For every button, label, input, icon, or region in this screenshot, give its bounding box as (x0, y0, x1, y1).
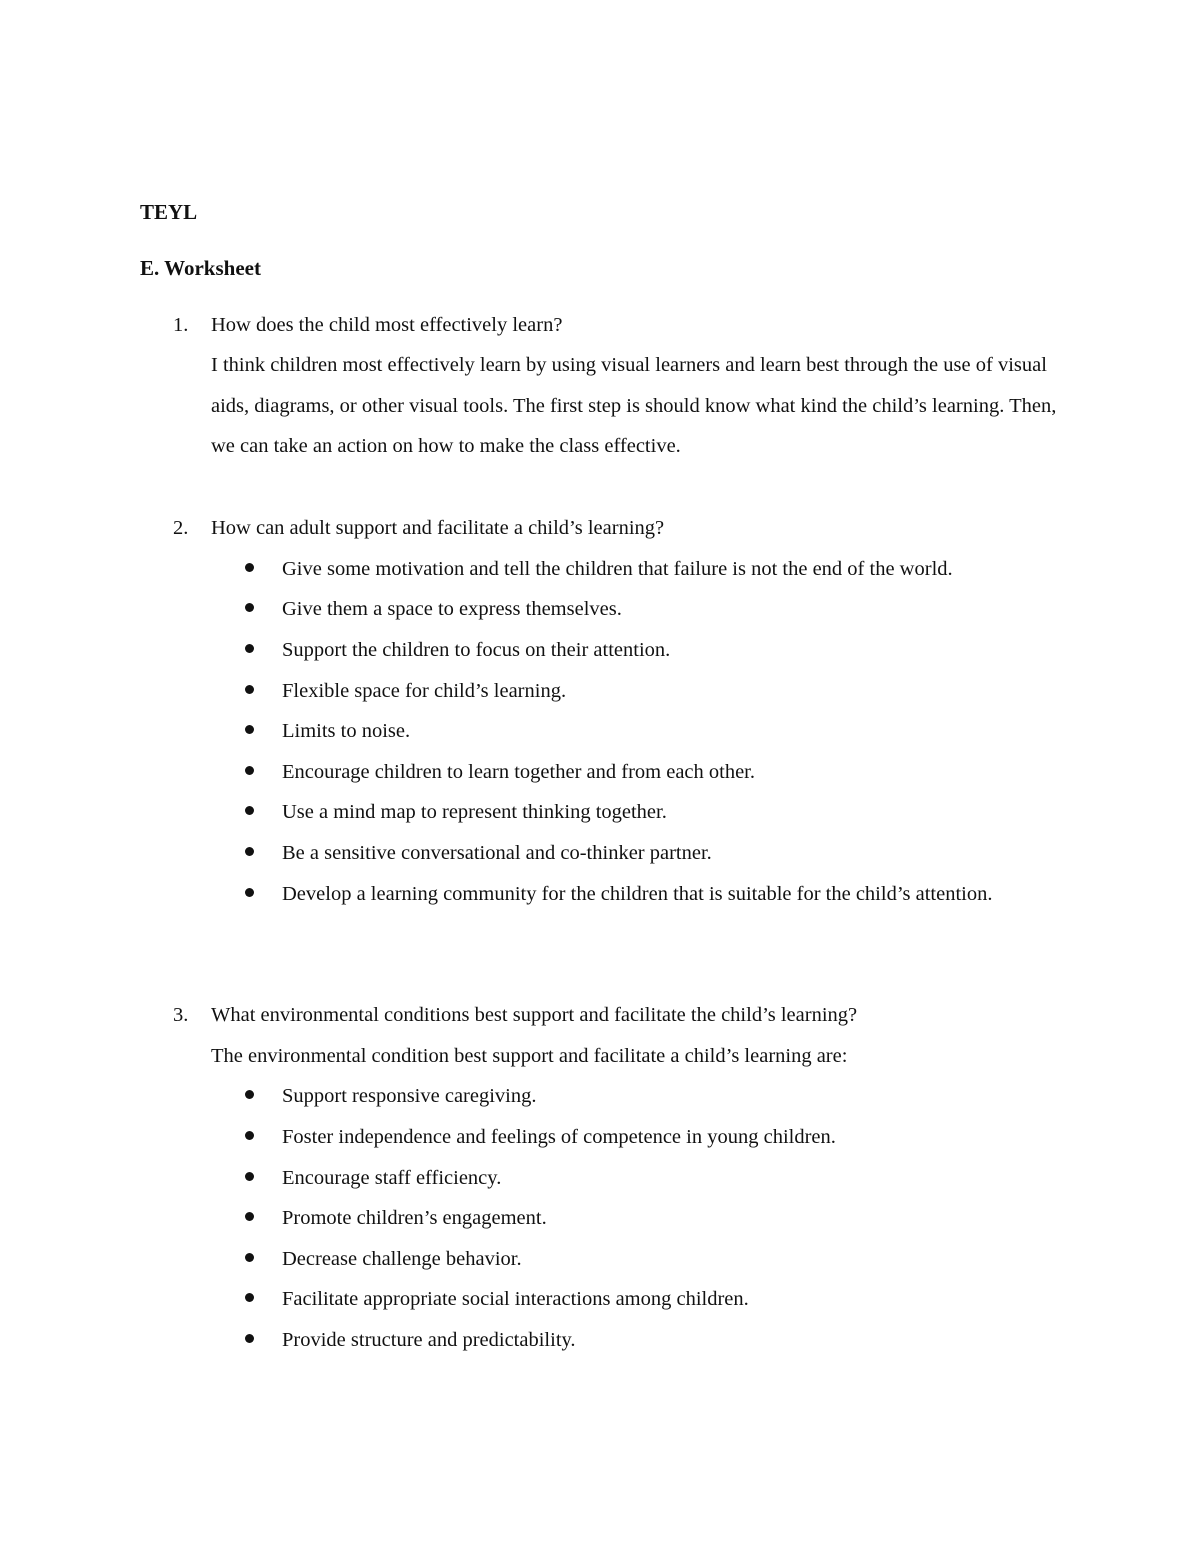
list-item: Foster independence and feelings of competence in young children. (282, 1126, 836, 1148)
bullet-icon (245, 888, 254, 897)
list-item: Encourage staff efficiency. (282, 1167, 502, 1189)
bullet-icon (245, 1293, 254, 1302)
list-item: Support the children to focus on their attention. (282, 639, 671, 661)
list-item: Support responsive caregiving. (282, 1085, 537, 1107)
bullet-icon (245, 563, 254, 572)
list-item: Give some motivation and tell the children that failure is not the end of the world. (282, 558, 953, 580)
list-item: Encourage children to learn together and from each other. (282, 761, 756, 783)
list-item: Use a mind map to represent thinking together. (282, 801, 667, 823)
question-number: 1. (173, 314, 189, 336)
list-item: Flexible space for child’s learning. (282, 680, 567, 702)
list-item: Facilitate appropriate social interactions among children. (282, 1288, 749, 1310)
course-title: TEYL (140, 200, 198, 224)
list-item: Provide structure and predictability. (282, 1329, 576, 1351)
answer-paragraph: I think children most effectively learn by using visual learners and learn best through the use of visual aids, diagrams, or other visual tools. The first step is should know what kind the child’s learning. Then, we can take an action on how to make the class effective. (211, 354, 1057, 458)
question-number: 3. (173, 1004, 189, 1026)
question-number: 2. (173, 517, 189, 539)
question-text: How does the child most effectively learn? (211, 314, 563, 336)
list-item: Limits to noise. (282, 720, 411, 742)
bullet-icon (245, 1131, 254, 1140)
bullet-icon (245, 1090, 254, 1099)
bullet-icon (245, 644, 254, 653)
bullet-icon (245, 725, 254, 734)
list-item: Be a sensitive conversational and co-thinker partner. (282, 842, 712, 864)
list-item: Promote children’s engagement. (282, 1207, 547, 1229)
bullet-icon (245, 1212, 254, 1221)
question-text: How can adult support and facilitate a child’s learning? (211, 517, 665, 539)
bullet-icon (245, 685, 254, 694)
bullet-icon (245, 766, 254, 775)
section-title: E. Worksheet (140, 256, 261, 280)
bullet-icon (245, 1172, 254, 1181)
answer-intro: The environmental condition best support and facilitate a child’s learning are: (211, 1045, 848, 1067)
list-item: Decrease challenge behavior. (282, 1248, 522, 1270)
bullet-icon (245, 806, 254, 815)
list-item: Give them a space to express themselves. (282, 598, 622, 620)
bullet-icon (245, 603, 254, 612)
bullet-icon (245, 847, 254, 856)
bullet-icon (245, 1253, 254, 1262)
bullet-icon (245, 1334, 254, 1343)
list-item: Develop a learning community for the children that is suitable for the child’s attention. (282, 883, 993, 905)
question-text: What environmental conditions best support and facilitate the child’s learning? (211, 1004, 858, 1026)
